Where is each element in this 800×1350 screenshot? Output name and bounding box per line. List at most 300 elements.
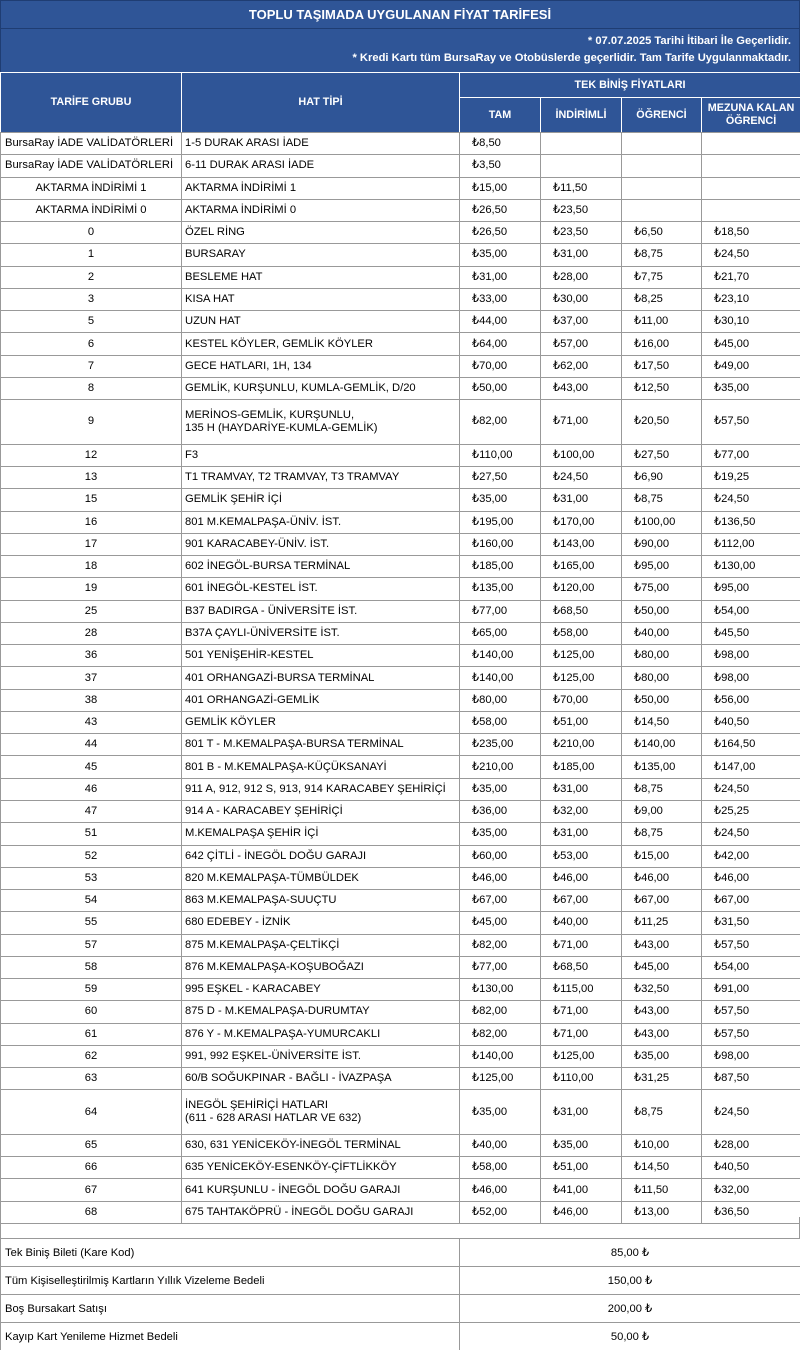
cell-price-full: ₺77,00 xyxy=(460,600,541,622)
cell-price-full: ₺35,00 xyxy=(460,244,541,266)
header-graduate-line1: MEZUNA KALAN xyxy=(707,102,795,114)
table-row xyxy=(1,1134,800,1156)
cell-price-student: ₺50,00 xyxy=(622,600,702,622)
cell-line-type xyxy=(182,823,460,845)
cell-price-full: ₺67,00 xyxy=(460,890,541,912)
cell-price-full: ₺3,50 xyxy=(460,155,541,177)
cell-line-type xyxy=(182,1179,460,1201)
cell-price-full: ₺140,00 xyxy=(460,1045,541,1067)
line-type-text: MERİNOS-GEMLİK, KURŞUNLU, xyxy=(185,408,355,421)
cell-tariff-group: 5 xyxy=(1,311,182,333)
cell-tariff-group: 15 xyxy=(1,489,182,511)
table-row xyxy=(1,244,800,266)
cell-price-discounted: ₺37,00 xyxy=(541,311,622,333)
cell-price-full: ₺35,00 xyxy=(460,489,541,511)
cell-price-discounted: ₺24,50 xyxy=(541,466,622,488)
cell-line-type xyxy=(182,288,460,310)
table-row xyxy=(1,912,800,934)
cell-line-type xyxy=(182,133,460,155)
line-type-text: 875 D - M.KEMALPAŞA-DURUMTAY xyxy=(185,1005,370,1018)
table-row xyxy=(1,1045,800,1067)
line-type-text: T1 TRAMVAY, T2 TRAMVAY, T3 TRAMVAY xyxy=(185,471,400,484)
line-type-text: 601 İNEGÖL-KESTEL İST. xyxy=(185,582,318,595)
line-type-text: 801 B - M.KEMALPAŞA-KÜÇÜKSANAYİ xyxy=(185,760,387,773)
cell-tariff-group: 1 xyxy=(1,244,182,266)
cell-price-student: ₺12,50 xyxy=(622,377,702,399)
cell-price-student: ₺8,75 xyxy=(622,778,702,800)
cell-price-graduate: ₺49,00 xyxy=(702,355,800,377)
fees-table xyxy=(0,1238,800,1350)
cell-price-graduate: ₺32,00 xyxy=(702,1179,800,1201)
table-row xyxy=(1,1157,800,1179)
table-row xyxy=(1,266,800,288)
cell-price-discounted: ₺40,00 xyxy=(541,912,622,934)
table-row xyxy=(1,556,800,578)
cell-price-full: ₺58,00 xyxy=(460,1157,541,1179)
cell-line-type xyxy=(182,377,460,399)
cell-price-full: ₺52,00 xyxy=(460,1201,541,1223)
cell-price-graduate: ₺42,00 xyxy=(702,845,800,867)
line-type-text: 995 EŞKEL - KARACABEY xyxy=(185,983,321,996)
cell-tariff-group: 16 xyxy=(1,511,182,533)
cell-price-graduate: ₺57,50 xyxy=(702,400,800,445)
line-type-text: ÖZEL RİNG xyxy=(185,226,245,239)
cell-tariff-group: 38 xyxy=(1,689,182,711)
cell-price-discounted: ₺32,00 xyxy=(541,800,622,822)
cell-price-discounted: ₺58,00 xyxy=(541,622,622,644)
table-row xyxy=(1,511,800,533)
cell-price-full: ₺130,00 xyxy=(460,979,541,1001)
cell-price-graduate: ₺40,50 xyxy=(702,1157,800,1179)
cell-price-full: ₺82,00 xyxy=(460,400,541,445)
table-row xyxy=(1,400,800,445)
cell-price-discounted: ₺125,00 xyxy=(541,667,622,689)
header-student: ÖĞRENCİ xyxy=(622,98,702,133)
cell-price-graduate: ₺24,50 xyxy=(702,244,800,266)
cell-price-graduate xyxy=(702,155,800,177)
cell-price-student: ₺43,00 xyxy=(622,1001,702,1023)
cell-tariff-group: 59 xyxy=(1,979,182,1001)
cell-price-full: ₺27,50 xyxy=(460,466,541,488)
line-type-text: BESLEME HAT xyxy=(185,270,263,283)
table-row xyxy=(1,377,800,399)
cell-tariff-group: 2 xyxy=(1,266,182,288)
cell-tariff-group: 18 xyxy=(1,556,182,578)
cell-tariff-group: 47 xyxy=(1,800,182,822)
cell-price-full: ₺46,00 xyxy=(460,1179,541,1201)
table-row xyxy=(1,734,800,756)
line-type-text: 863 M.KEMALPAŞA-SUUÇTU xyxy=(185,894,337,907)
cell-price-graduate: ₺45,50 xyxy=(702,622,800,644)
cell-price-student: ₺11,25 xyxy=(622,912,702,934)
cell-price-full: ₺58,00 xyxy=(460,711,541,733)
line-type-text: 642 ÇİTLİ - İNEGÖL DOĞU GARAJI xyxy=(185,849,367,862)
cell-line-type xyxy=(182,622,460,644)
cell-price-full: ₺45,00 xyxy=(460,912,541,934)
cell-price-discounted: ₺30,00 xyxy=(541,288,622,310)
cell-tariff-group: 6 xyxy=(1,333,182,355)
cell-price-graduate: ₺31,50 xyxy=(702,912,800,934)
cell-price-student: ₺135,00 xyxy=(622,756,702,778)
cell-price-full: ₺36,00 xyxy=(460,800,541,822)
line-type-text: M.KEMALPAŞA ŞEHİR İÇİ xyxy=(185,827,319,840)
cell-line-type xyxy=(182,979,460,1001)
tariff-rows xyxy=(1,133,800,1224)
line-type-text: (611 - 628 ARASI HATLAR VE 632) xyxy=(185,1112,362,1125)
cell-tariff-group: AKTARMA İNDİRİMİ 1 xyxy=(1,177,182,199)
table-row xyxy=(1,222,800,244)
cell-price-student: ₺80,00 xyxy=(622,645,702,667)
table-row xyxy=(1,133,800,155)
cell-price-student: ₺67,00 xyxy=(622,890,702,912)
table-row xyxy=(1,956,800,978)
fee-row xyxy=(1,1323,800,1350)
cell-price-full: ₺195,00 xyxy=(460,511,541,533)
cell-price-student: ₺8,75 xyxy=(622,823,702,845)
line-type-text: KESTEL KÖYLER, GEMLİK KÖYLER xyxy=(185,337,373,350)
cell-price-discounted: ₺31,00 xyxy=(541,244,622,266)
validity-notes xyxy=(0,29,800,72)
cell-price-graduate: ₺40,50 xyxy=(702,711,800,733)
line-type-text: 1-5 DURAK ARASI İADE xyxy=(185,137,309,150)
table-row xyxy=(1,311,800,333)
cell-tariff-group: 46 xyxy=(1,778,182,800)
cell-price-discounted: ₺31,00 xyxy=(541,1090,622,1135)
cell-tariff-group: 17 xyxy=(1,533,182,555)
cell-tariff-group: 44 xyxy=(1,734,182,756)
cell-price-graduate: ₺24,50 xyxy=(702,1090,800,1135)
cell-price-graduate: ₺46,00 xyxy=(702,867,800,889)
fee-label: Tüm Kişiselleştirilmiş Kartların Yıllık Vizeleme Bedeli xyxy=(1,1267,460,1295)
table-row xyxy=(1,1090,800,1135)
cell-price-student: ₺140,00 xyxy=(622,734,702,756)
cell-line-type xyxy=(182,311,460,333)
cell-price-student: ₺43,00 xyxy=(622,934,702,956)
cell-price-discounted: ₺23,50 xyxy=(541,199,622,221)
line-type-text: 401 ORHANGAZİ-GEMLİK xyxy=(185,693,320,706)
cell-price-discounted: ₺125,00 xyxy=(541,645,622,667)
cell-line-type xyxy=(182,912,460,934)
cell-line-type xyxy=(182,333,460,355)
tariff-table-header xyxy=(0,72,800,133)
header-tariff-group: TARİFE GRUBU xyxy=(1,73,182,133)
cell-line-type xyxy=(182,756,460,778)
cell-price-full: ₺50,00 xyxy=(460,377,541,399)
cell-tariff-group: 54 xyxy=(1,890,182,912)
line-type-text: 680 EDEBEY - İZNİK xyxy=(185,916,291,929)
table-row xyxy=(1,333,800,355)
cell-price-discounted: ₺53,00 xyxy=(541,845,622,867)
cell-price-student: ₺16,00 xyxy=(622,333,702,355)
cell-price-graduate: ₺98,00 xyxy=(702,667,800,689)
cell-price-discounted: ₺210,00 xyxy=(541,734,622,756)
cell-price-graduate: ₺24,50 xyxy=(702,823,800,845)
cell-line-type xyxy=(182,266,460,288)
table-row xyxy=(1,667,800,689)
table-row xyxy=(1,845,800,867)
cell-line-type xyxy=(182,489,460,511)
line-type-text: AKTARMA İNDİRİMİ 1 xyxy=(185,181,297,194)
cell-price-discounted: ₺185,00 xyxy=(541,756,622,778)
cell-price-student: ₺17,50 xyxy=(622,355,702,377)
cell-price-discounted: ₺170,00 xyxy=(541,511,622,533)
cell-price-graduate: ₺28,00 xyxy=(702,1134,800,1156)
cell-tariff-group: BursaRay İADE VALİDATÖRLERİ xyxy=(1,155,182,177)
fee-label: Kayıp Kart Yenileme Hizmet Bedeli xyxy=(1,1323,460,1350)
cell-tariff-group: 61 xyxy=(1,1023,182,1045)
cell-price-graduate: ₺147,00 xyxy=(702,756,800,778)
cell-line-type xyxy=(182,600,460,622)
fee-value: 200,00 ₺ xyxy=(460,1295,800,1323)
cell-line-type xyxy=(182,1001,460,1023)
cell-price-discounted: ₺43,00 xyxy=(541,377,622,399)
line-type-text: 801 M.KEMALPAŞA-ÜNİV. İST. xyxy=(185,515,342,528)
cell-price-graduate: ₺18,50 xyxy=(702,222,800,244)
cell-price-full: ₺44,00 xyxy=(460,311,541,333)
cell-price-discounted: ₺31,00 xyxy=(541,489,622,511)
table-row xyxy=(1,711,800,733)
cell-line-type xyxy=(182,1045,460,1067)
cell-price-graduate: ₺45,00 xyxy=(702,333,800,355)
line-type-text: 876 Y - M.KEMALPAŞA-YUMURCAKLI xyxy=(185,1027,381,1040)
cell-price-full: ₺140,00 xyxy=(460,645,541,667)
cell-price-student: ₺45,00 xyxy=(622,956,702,978)
cell-price-student: ₺46,00 xyxy=(622,867,702,889)
cell-line-type xyxy=(182,934,460,956)
cell-price-discounted: ₺11,50 xyxy=(541,177,622,199)
cell-line-type xyxy=(182,778,460,800)
cell-price-discounted xyxy=(541,155,622,177)
table-row xyxy=(1,823,800,845)
cell-price-discounted xyxy=(541,133,622,155)
cell-price-discounted: ₺71,00 xyxy=(541,400,622,445)
cell-tariff-group: 57 xyxy=(1,934,182,956)
line-type-text: AKTARMA İNDİRİMİ 0 xyxy=(185,203,297,216)
cell-line-type xyxy=(182,800,460,822)
page-title: TOPLU TAŞIMADA UYGULANAN FİYAT TARİFESİ xyxy=(0,0,800,29)
fee-row xyxy=(1,1295,800,1323)
table-row xyxy=(1,934,800,956)
cell-price-student: ₺14,50 xyxy=(622,711,702,733)
cell-price-full: ₺160,00 xyxy=(460,533,541,555)
header-single-ride-prices: TEK BİNİŞ FİYATLARI xyxy=(460,73,800,98)
line-type-text: 630, 631 YENİCEKÖY-İNEGÖL TERMİNAL xyxy=(185,1139,401,1152)
table-row xyxy=(1,1023,800,1045)
cell-price-full: ₺82,00 xyxy=(460,1023,541,1045)
cell-price-discounted: ₺70,00 xyxy=(541,689,622,711)
cell-price-student xyxy=(622,133,702,155)
cell-price-student: ₺80,00 xyxy=(622,667,702,689)
cell-price-full: ₺82,00 xyxy=(460,1001,541,1023)
cell-price-full: ₺125,00 xyxy=(460,1068,541,1090)
cell-price-full: ₺185,00 xyxy=(460,556,541,578)
table-row xyxy=(1,867,800,889)
fee-label: Tek Biniş Bileti (Kare Kod) xyxy=(1,1239,460,1267)
cell-price-graduate: ₺136,50 xyxy=(702,511,800,533)
cell-line-type xyxy=(182,645,460,667)
cell-tariff-group: 63 xyxy=(1,1068,182,1090)
header-graduate-student xyxy=(702,98,800,133)
cell-price-graduate: ₺24,50 xyxy=(702,489,800,511)
cell-price-full: ₺135,00 xyxy=(460,578,541,600)
cell-price-full: ₺80,00 xyxy=(460,689,541,711)
cell-line-type xyxy=(182,1068,460,1090)
cell-price-student: ₺20,50 xyxy=(622,400,702,445)
line-type-text: UZUN HAT xyxy=(185,315,241,328)
cell-line-type xyxy=(182,177,460,199)
cell-line-type xyxy=(182,155,460,177)
cell-price-discounted: ₺71,00 xyxy=(541,1001,622,1023)
cell-line-type xyxy=(182,667,460,689)
line-type-text: 914 A - KARACABEY ŞEHİRİÇİ xyxy=(185,805,343,818)
cell-line-type xyxy=(182,355,460,377)
cell-price-discounted: ₺67,00 xyxy=(541,890,622,912)
table-row xyxy=(1,177,800,199)
cell-price-discounted: ₺23,50 xyxy=(541,222,622,244)
line-type-text: 135 H (HAYDARİYE-KUMLA-GEMLİK) xyxy=(185,421,378,434)
cell-price-discounted: ₺115,00 xyxy=(541,979,622,1001)
cell-line-type xyxy=(182,444,460,466)
cell-price-full: ₺60,00 xyxy=(460,845,541,867)
line-type-text: 991, 992 EŞKEL-ÜNİVERSİTE İST. xyxy=(185,1050,361,1063)
line-type-text: GEMLİK ŞEHİR İÇİ xyxy=(185,493,282,506)
cell-tariff-group: 67 xyxy=(1,1179,182,1201)
cell-tariff-group: 0 xyxy=(1,222,182,244)
cell-tariff-group: 25 xyxy=(1,600,182,622)
cell-price-graduate xyxy=(702,133,800,155)
cell-line-type xyxy=(182,244,460,266)
line-type-text: 501 YENİŞEHİR-KESTEL xyxy=(185,649,314,662)
line-type-text: 911 A, 912, 912 S, 913, 914 KARACABEY ŞEHİRİÇİ xyxy=(185,782,446,795)
cell-tariff-group: 12 xyxy=(1,444,182,466)
fee-row xyxy=(1,1267,800,1295)
cell-price-graduate: ₺35,00 xyxy=(702,377,800,399)
cell-tariff-group: 45 xyxy=(1,756,182,778)
cell-price-student: ₺9,00 xyxy=(622,800,702,822)
cell-price-student: ₺11,50 xyxy=(622,1179,702,1201)
line-type-text: 635 YENİCEKÖY-ESENKÖY-ÇİFTLİKKÖY xyxy=(185,1161,397,1174)
cell-line-type xyxy=(182,1023,460,1045)
table-row xyxy=(1,689,800,711)
cell-line-type xyxy=(182,222,460,244)
cell-price-discounted: ₺57,00 xyxy=(541,333,622,355)
line-type-text: 602 İNEGÖL-BURSA TERMİNAL xyxy=(185,560,351,573)
cell-price-student xyxy=(622,177,702,199)
cell-tariff-group: 9 xyxy=(1,400,182,445)
cell-price-discounted: ₺165,00 xyxy=(541,556,622,578)
cell-price-discounted: ₺125,00 xyxy=(541,1045,622,1067)
cell-price-student: ₺6,50 xyxy=(622,222,702,244)
cell-price-full: ₺46,00 xyxy=(460,867,541,889)
cell-price-full: ₺35,00 xyxy=(460,1090,541,1135)
cell-line-type xyxy=(182,1090,460,1135)
cell-price-graduate: ₺98,00 xyxy=(702,645,800,667)
cell-price-graduate: ₺87,50 xyxy=(702,1068,800,1090)
cell-price-student: ₺90,00 xyxy=(622,533,702,555)
cell-price-graduate: ₺112,00 xyxy=(702,533,800,555)
cell-line-type xyxy=(182,578,460,600)
line-type-text: 901 KARACABEY-ÜNİV. İST. xyxy=(185,537,330,550)
cell-price-discounted: ₺31,00 xyxy=(541,823,622,845)
header-graduate-line2: ÖĞRENCİ xyxy=(725,115,777,127)
line-type-text: 6-11 DURAK ARASI İADE xyxy=(185,159,315,172)
cell-line-type xyxy=(182,511,460,533)
cell-tariff-group: 3 xyxy=(1,288,182,310)
cell-price-student: ₺27,50 xyxy=(622,444,702,466)
table-row xyxy=(1,645,800,667)
cell-price-graduate: ₺77,00 xyxy=(702,444,800,466)
cell-tariff-group: 7 xyxy=(1,355,182,377)
table-row xyxy=(1,778,800,800)
line-type-text: KISA HAT xyxy=(185,292,235,305)
fee-value: 50,00 ₺ xyxy=(460,1323,800,1350)
cell-price-discounted: ₺62,00 xyxy=(541,355,622,377)
cell-price-full: ₺140,00 xyxy=(460,667,541,689)
cell-price-discounted: ₺31,00 xyxy=(541,778,622,800)
cell-price-discounted: ₺143,00 xyxy=(541,533,622,555)
cell-line-type xyxy=(182,533,460,555)
cell-tariff-group: 36 xyxy=(1,645,182,667)
cell-price-full: ₺77,00 xyxy=(460,956,541,978)
cell-price-student: ₺11,00 xyxy=(622,311,702,333)
line-type-text: 875 M.KEMALPAŞA-ÇELTİKÇİ xyxy=(185,938,340,951)
cell-line-type xyxy=(182,711,460,733)
cell-tariff-group: BursaRay İADE VALİDATÖRLERİ xyxy=(1,133,182,155)
cell-price-full: ₺33,00 xyxy=(460,288,541,310)
cell-line-type xyxy=(182,400,460,445)
cell-price-discounted: ₺35,00 xyxy=(541,1134,622,1156)
cell-price-student xyxy=(622,199,702,221)
table-row xyxy=(1,355,800,377)
cell-price-graduate: ₺130,00 xyxy=(702,556,800,578)
cell-price-full: ₺26,50 xyxy=(460,199,541,221)
cell-price-graduate: ₺91,00 xyxy=(702,979,800,1001)
cell-price-student: ₺8,75 xyxy=(622,1090,702,1135)
cell-price-full: ₺82,00 xyxy=(460,934,541,956)
table-row xyxy=(1,600,800,622)
cell-price-graduate: ₺36,50 xyxy=(702,1201,800,1223)
cell-price-discounted: ₺51,00 xyxy=(541,711,622,733)
cell-line-type xyxy=(182,956,460,978)
line-type-text: 801 T - M.KEMALPAŞA-BURSA TERMİNAL xyxy=(185,738,404,751)
line-type-text: GECE HATLARI, 1H, 134 xyxy=(185,359,312,372)
cell-price-full: ₺64,00 xyxy=(460,333,541,355)
cell-price-student: ₺43,00 xyxy=(622,1023,702,1045)
cell-line-type xyxy=(182,1134,460,1156)
cell-price-discounted: ₺120,00 xyxy=(541,578,622,600)
fees-rows xyxy=(1,1239,800,1350)
cell-price-discounted: ₺46,00 xyxy=(541,867,622,889)
cell-price-student: ₺95,00 xyxy=(622,556,702,578)
table-row xyxy=(1,578,800,600)
cell-price-student: ₺7,75 xyxy=(622,266,702,288)
cell-tariff-group: 55 xyxy=(1,912,182,934)
cell-price-full: ₺70,00 xyxy=(460,355,541,377)
cell-price-discounted: ₺41,00 xyxy=(541,1179,622,1201)
cell-price-full: ₺210,00 xyxy=(460,756,541,778)
line-type-text: B37 BADIRGA - ÜNİVERSİTE İST. xyxy=(185,604,358,617)
cell-line-type xyxy=(182,1157,460,1179)
cell-price-discounted: ₺110,00 xyxy=(541,1068,622,1090)
table-row xyxy=(1,1179,800,1201)
line-type-text: F3 xyxy=(185,448,199,461)
cell-price-graduate: ₺67,00 xyxy=(702,890,800,912)
cell-tariff-group: 66 xyxy=(1,1157,182,1179)
cell-price-graduate: ₺21,70 xyxy=(702,266,800,288)
fee-value: 150,00 ₺ xyxy=(460,1267,800,1295)
cell-price-graduate: ₺23,10 xyxy=(702,288,800,310)
cell-price-full: ₺35,00 xyxy=(460,823,541,845)
